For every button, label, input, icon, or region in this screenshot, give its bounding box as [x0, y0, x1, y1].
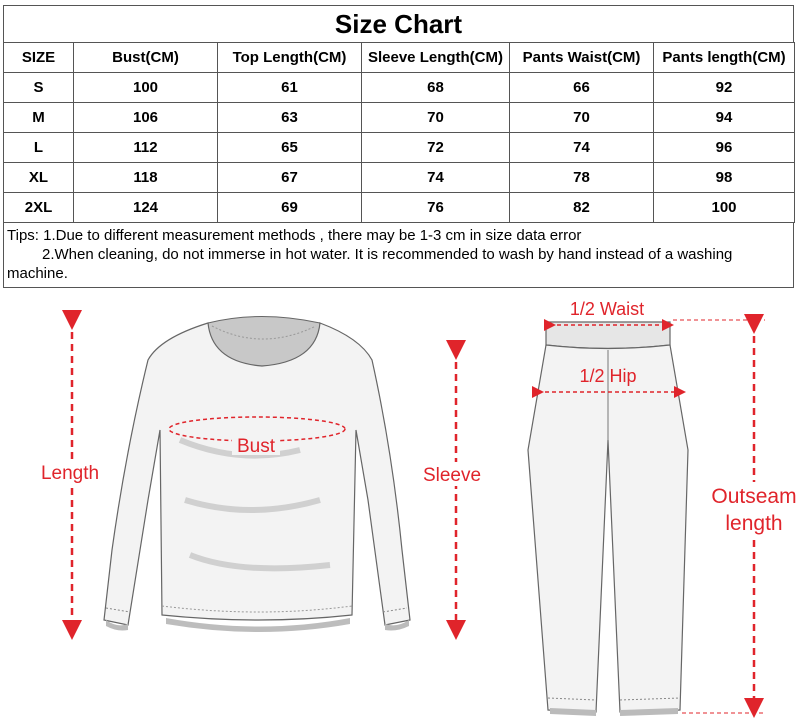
- column-header: Top Length(CM): [218, 43, 362, 73]
- table-cell: 74: [510, 133, 654, 163]
- table-cell: 70: [510, 103, 654, 133]
- column-header: Sleeve Length(CM): [362, 43, 510, 73]
- table-cell: M: [4, 103, 74, 133]
- size-chart: [3, 5, 794, 288]
- shirt-illustration: [104, 317, 410, 633]
- table-cell: 96: [654, 133, 795, 163]
- tip-line: 2.When cleaning, do not immerse in hot water. It is recommended to wash by hand instead of a washing: [42, 246, 733, 263]
- table-row: [4, 103, 795, 133]
- length-label: Length: [40, 463, 100, 484]
- table-cell: 98: [654, 163, 795, 193]
- table-row: [4, 163, 795, 193]
- outseam-label: Outseam: [711, 485, 797, 508]
- table-cell: 100: [74, 73, 218, 103]
- table-cell: 63: [218, 103, 362, 133]
- table-row: [4, 193, 795, 223]
- table-cell: 69: [218, 193, 362, 223]
- table-cell: L: [4, 133, 74, 163]
- half-hip-label: 1/2 Hip: [579, 366, 637, 386]
- half-waist-label: 1/2 Waist: [569, 299, 645, 319]
- tip-line: Tips: 1.Due to different measurement methods , there may be 1-3 cm in size data error: [7, 227, 582, 244]
- table-cell: 67: [218, 163, 362, 193]
- table-cell: 68: [362, 73, 510, 103]
- bust-label: Bust: [236, 436, 276, 457]
- table-cell: 74: [362, 163, 510, 193]
- table-cell: 100: [654, 193, 795, 223]
- table-cell: 66: [510, 73, 654, 103]
- column-header: Pants Waist(CM): [510, 43, 654, 73]
- tips-box: [3, 223, 794, 288]
- table-cell: 2XL: [4, 193, 74, 223]
- column-header: Bust(CM): [74, 43, 218, 73]
- chart-title: Size Chart: [3, 5, 794, 42]
- table-cell: XL: [4, 163, 74, 193]
- table-cell: 61: [218, 73, 362, 103]
- column-header: Pants length(CM): [654, 43, 795, 73]
- table-cell: 94: [654, 103, 795, 133]
- table-cell: 106: [74, 103, 218, 133]
- measurement-diagram: [0, 290, 797, 726]
- table-cell: 124: [74, 193, 218, 223]
- table-cell: 78: [510, 163, 654, 193]
- table-cell: S: [4, 73, 74, 103]
- table-row: [4, 73, 795, 103]
- table-cell: 76: [362, 193, 510, 223]
- sleeve-label: Sleeve: [422, 465, 482, 486]
- outseam-label: length: [725, 512, 783, 535]
- table-cell: 72: [362, 133, 510, 163]
- table-cell: 65: [218, 133, 362, 163]
- table-cell: 112: [74, 133, 218, 163]
- table-cell: 92: [654, 73, 795, 103]
- table-cell: 82: [510, 193, 654, 223]
- table-row: [4, 133, 795, 163]
- table-header-row: [4, 43, 795, 73]
- table-cell: 70: [362, 103, 510, 133]
- tip-line: machine.: [7, 265, 68, 282]
- table-cell: 118: [74, 163, 218, 193]
- size-table: [3, 42, 795, 223]
- column-header: SIZE: [4, 43, 74, 73]
